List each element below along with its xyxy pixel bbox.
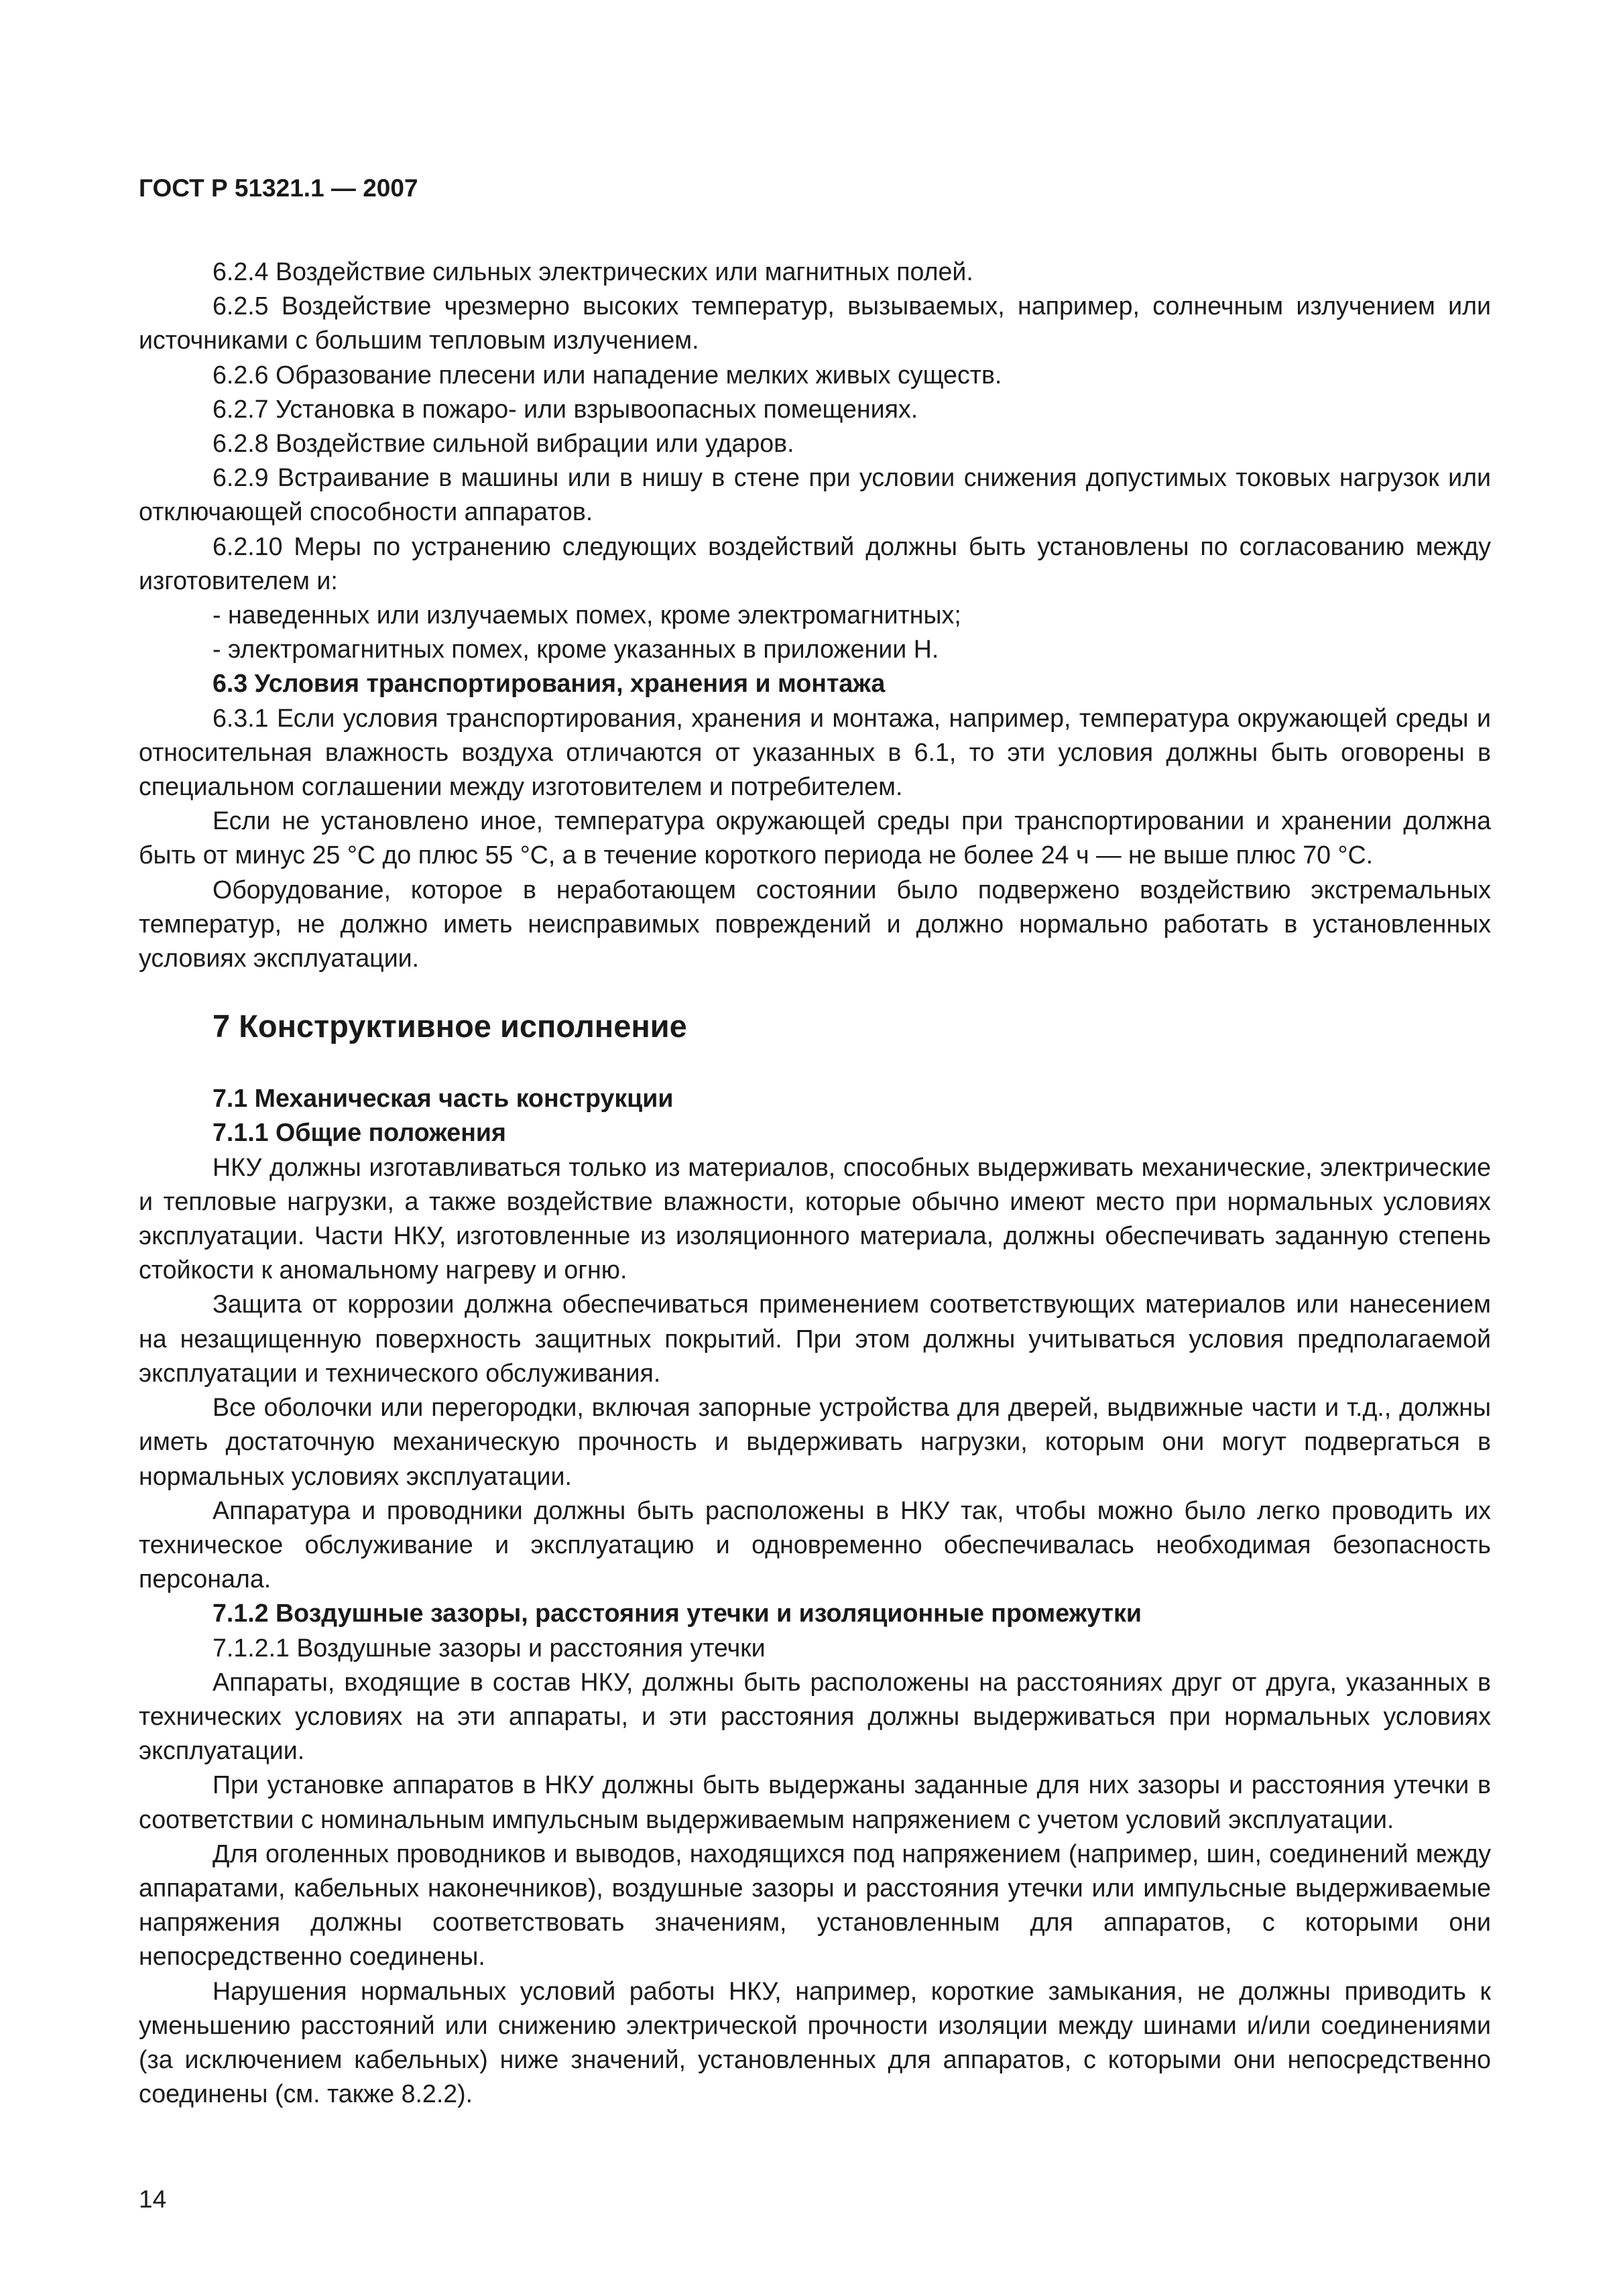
clause-7-1-2-1-paragraph-4: Нарушения нормальных условий работы НКУ, например, короткие замыкания, не должны приводить к уменьшению расстояний или снижению электрической прочности изоляции между шинами и/или соединениями (за исключением кабельных) ниже значений, установленных для аппаратов, с которыми они непосредственно соединены (см. также 8.2.2).	[139, 1976, 1491, 2108]
clause-6-2-10: 6.2.10 Меры по устранению следующих воздействий должны быть установлены по согласованию между изготовителем и:	[139, 532, 1491, 595]
heading-7-1: 7.1 Механическая часть конструкции	[213, 1084, 674, 1113]
heading-7-1-1: 7.1.1 Общие положения	[213, 1118, 506, 1147]
clause-7-1-2-1-title: 7.1.2.1 Воздушные зазоры и расстояния утечки	[213, 1633, 766, 1662]
clause-7-1-1-paragraph-1: НКУ должны изготавливаться только из материалов, способных выдерживать механические, электрические и тепловые нагрузки, а также воздействие влажности, которые обычно имеют место при нормальных условиях эксплуатации. Части НКУ, изготовленные из изоляционного материала, должны обеспечивать заданную степень стойкости к аномальному нагреву и огню.	[139, 1152, 1491, 1284]
clause-7-1-1-paragraph-2: Защита от коррозии должна обеспечиваться применением соответствующих материалов или нанесением на незащищенную поверхность защитных покрытий. При этом должны учитываться условия предполагаемой эксплуатации и технического обслуживания.	[139, 1290, 1491, 1387]
clause-6-2-7: 6.2.7 Установка в пожаро- или взрывоопасных помещениях.	[213, 394, 918, 423]
page-number: 14	[139, 2185, 167, 2213]
clause-7-1-1-paragraph-4: Аппаратура и проводники должны быть расположены в НКУ так, чтобы можно было легко проводить их техническое обслуживание и эксплуатацию и одновременно обеспечивалась необходимая безопасность персонала.	[139, 1496, 1491, 1593]
heading-6-3: 6.3 Условия транспортирования, хранения и монтажа	[213, 669, 886, 698]
clause-7-1-2-1-paragraph-1: Аппараты, входящие в состав НКУ, должны быть расположены на расстояниях друг от друга, указанных в технических условиях на эти аппараты, и эти расстояния должны выдерживаться при нормальных условиях эксплуатации.	[139, 1667, 1491, 1765]
clause-7-1-1-paragraph-3: Все оболочки или перегородки, включая запорные устройства для дверей, выдвижные части и т.д., должны иметь достаточную механическую прочность и выдерживать нагрузки, которым они могут подвергаться в нормальных условиях эксплуатации.	[139, 1393, 1491, 1490]
clause-6-2-8: 6.2.8 Воздействие сильной вибрации или ударов.	[213, 429, 794, 458]
clause-6-2-10-item-2: - электромагнитных помех, кроме указанных в приложении Н.	[213, 635, 939, 664]
section-7-heading: 7 Конструктивное исполнение	[213, 1008, 687, 1044]
clause-6-2-10-item-1: - наведенных или излучаемых помех, кроме электромагнитных;	[213, 601, 961, 629]
clause-6-3-1-paragraph-2: Если не установлено иное, температура окружающей среды при транспортировании и хранении должна быть от минус 25 °С до плюс 55 °С, а в течение короткого периода не более 24 ч — не выше плюс 70 °С.	[139, 806, 1491, 869]
clause-6-2-5: 6.2.5 Воздействие чрезмерно высоких температур, вызываемых, например, солнечным излучением или источниками с большим тепловым излучением.	[139, 292, 1491, 355]
clause-7-1-2-1-paragraph-3: Для оголенных проводников и выводов, находящихся под напряжением (например, шин, соединений между аппаратами, кабельных наконечников), воздушные зазоры и расстояния утечки или импульсные выдерживаемые напряжения должны соответствовать значениям, установленным для аппаратов, с которыми они непосредственно соединены.	[139, 1839, 1491, 1971]
clause-6-3-1-paragraph-3: Оборудование, которое в неработающем состоянии было подвержено воздействию экстремальных температур, не должно иметь неисправимых повреждений и должно нормально работать в установленных условиях эксплуатации.	[139, 875, 1491, 973]
document-body	[139, 255, 1491, 2111]
clause-6-2-9: 6.2.9 Встраивание в машины или в нишу в стене при условии снижения допустимых токовых нагрузок или отключающей способности аппаратов.	[139, 463, 1491, 526]
standard-header: ГОСТ Р 51321.1 — 2007	[139, 174, 418, 202]
clause-7-1-2-1-paragraph-2: При установке аппаратов в НКУ должны быть выдержаны заданные для них зазоры и расстояния утечки в соответствии с номинальным импульсным выдерживаемым напряжением с учетом условий эксплуатации.	[139, 1770, 1491, 1833]
heading-7-1-2: 7.1.2 Воздушные зазоры, расстояния утечки и изоляционные промежутки	[213, 1599, 1142, 1628]
clause-6-2-4: 6.2.4 Воздействие сильных электрических или магнитных полей.	[213, 257, 973, 286]
clause-6-3-1: 6.3.1 Если условия транспортирования, хранения и монтажа, например, температура окружающей среды и относительная влажность воздуха отличаются от указанных в 6.1, то эти условия должны быть оговорены в специальном соглашении между изготовителем и потребителем.	[139, 703, 1491, 801]
clause-6-2-6: 6.2.6 Образование плесени или нападение мелких живых существ.	[213, 360, 1002, 389]
